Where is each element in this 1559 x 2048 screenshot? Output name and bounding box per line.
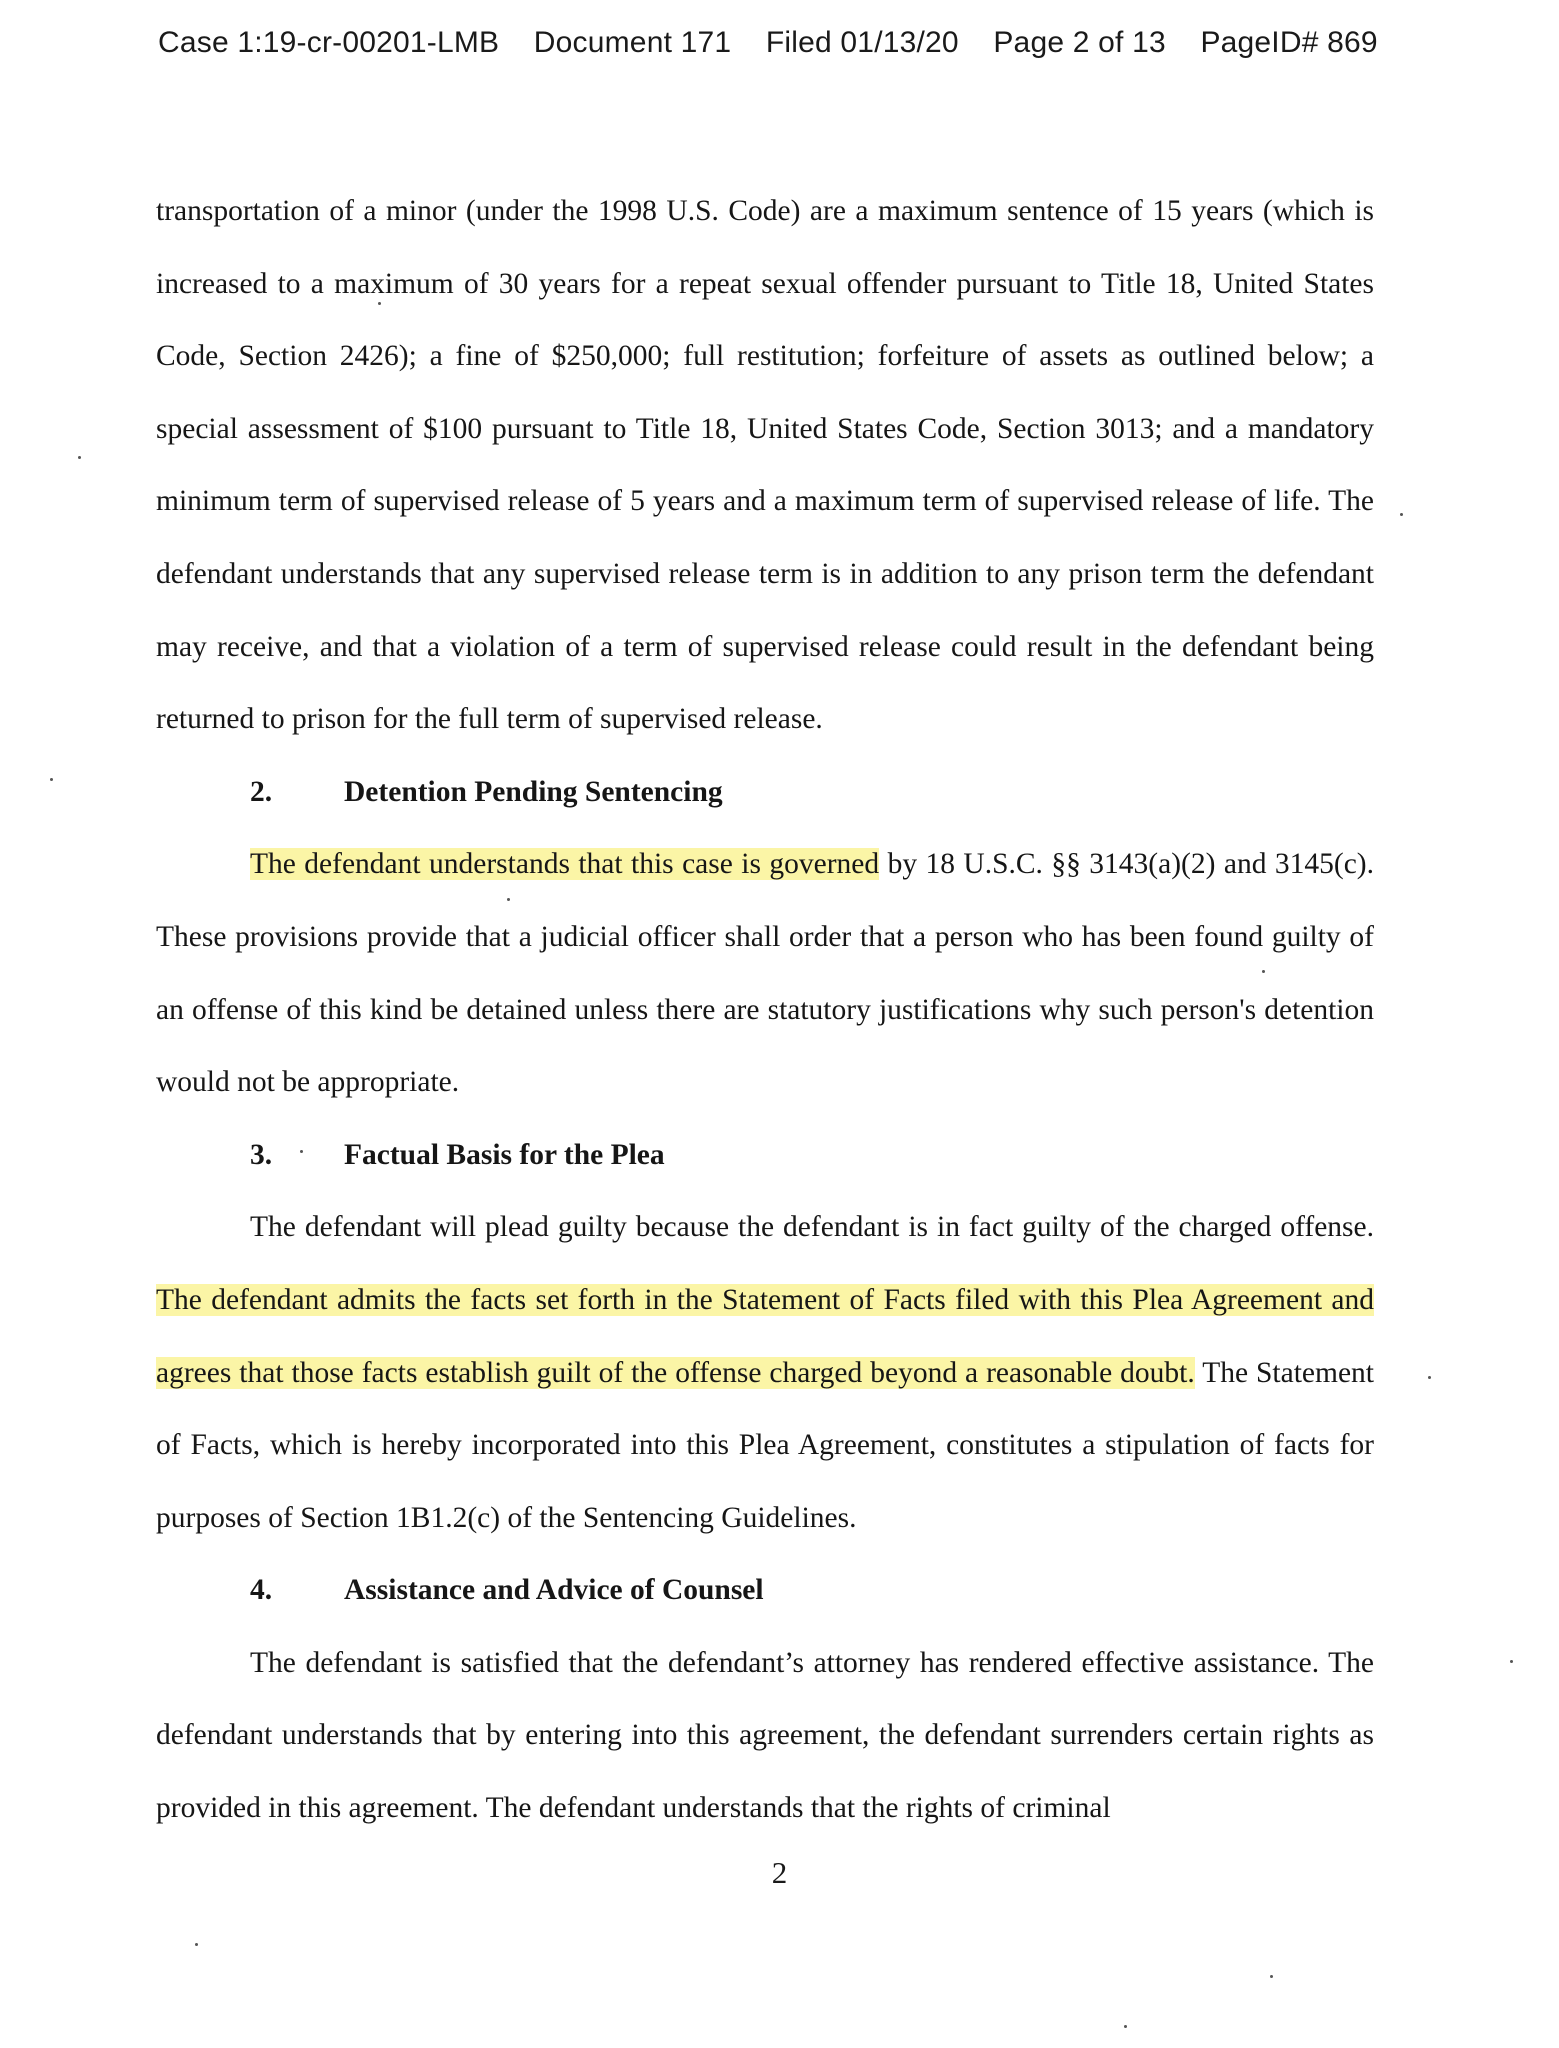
section-title: Factual Basis for the Plea [344,1138,665,1171]
paragraph-counsel: The defendant is satisfied that the defendant’s attorney has rendered effective assistance. The defendant understands that by entering into this agreement, the defendant surrenders certain rights as provided in this agreement. The defendant understands that the rights of criminal [156,1646,1374,1825]
paragraph-penalties: transportation of a minor (under the 1998 U.S. Code) are a maximum sentence of 15 years (which is increased to a maximum of 30 years for a repeat sexual offender pursuant to Title 18, United States Code, Section 2426); a fine of $250,000; full restitution; forfeiture of assets as outlined below; a special assessment of $100 pursuant to Title 18, United States Code, Section 3013; and a mandatory minimum term of supervised release of 5 years and a maximum term of supervised release of life. The defendant understands that any supervised release term is in addition to any prison term the defendant may receive, and that a violation of a term of supervised release could result in the defendant being returned to prison for the full term of supervised release. [156,195,1374,736]
scan-speck [1400,513,1403,516]
paragraph-text: The defendant will plead guilty because the defendant is in fact guilty of the charged offense. [250,1211,1374,1244]
header-page-id: PageID# 869 [1200,26,1378,59]
scan-speck [300,1150,303,1153]
scan-speck [78,456,81,459]
scan-speck [507,898,510,901]
scan-speck [1270,1975,1273,1978]
section-heading-factual-basis [156,1119,1374,1192]
header-document-number: Document 171 [533,26,732,59]
section-number: 4. [250,1574,273,1607]
paragraph-text: by 18 U.S.C. §§ 3143(a)(2) and 3145(c). These provisions provide that a judicial officer shall order that a person who has been found guilty of an offense of this kind be detained unless there are statutory justifications why such person's detention would not be appropriate. [156,848,1374,1099]
page-number: 2 [771,1855,788,1890]
section-heading-detention [156,756,1374,829]
document-body [156,175,1374,1845]
scan-speck [1262,970,1265,973]
paragraph-text: The Statement of Facts, which is hereby incorporated into this Plea Agreement, constitutes a stipulation of facts for purposes of Section 1B1.2(c) of the Sentencing Guidelines. [156,1356,1374,1534]
section-heading-counsel [156,1554,1374,1627]
header-case-number: Case 1:19-cr-00201-LMB [158,26,500,59]
paragraph-detention [156,828,1374,1118]
paragraph-factual-basis [156,1191,1374,1554]
header-page-count: Page 2 of 13 [993,26,1166,59]
scan-speck [195,1943,198,1946]
section-number: 3. [250,1138,273,1171]
scan-speck [1124,2025,1127,2028]
section-number: 2. [250,775,273,808]
header-filed-date: Filed 01/13/20 [765,26,959,59]
highlighted-text: The defendant understands that this case is governed [250,848,880,881]
section-title: Assistance and Advice of Counsel [344,1574,764,1607]
scan-speck [1428,1376,1431,1379]
scan-speck [50,778,53,781]
section-title: Detention Pending Sentencing [344,775,723,808]
highlighted-text: The defendant admits the facts set forth in the Statement of Facts filed with this Plea Agreement and agrees that those facts establish guilt of the offense charged beyond a reasonable doubt. [156,1283,1374,1389]
scan-speck [1510,1660,1513,1663]
document-header [158,26,1378,60]
scan-speck [378,302,381,305]
